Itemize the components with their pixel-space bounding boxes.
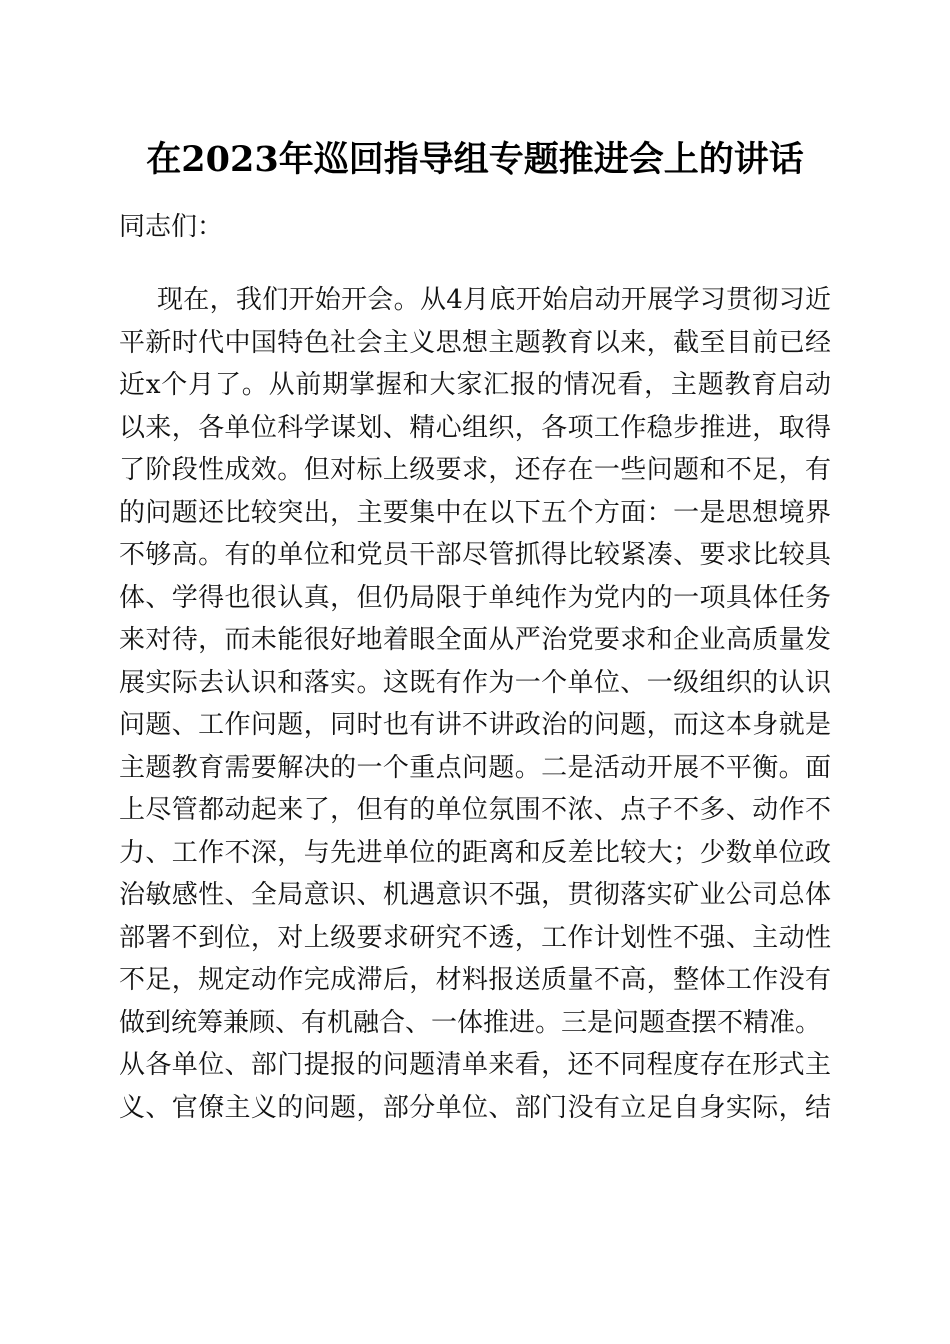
body-line: 治敏感性、全局意识、机遇意识不强，贯彻落实矿业公司总体 [119, 880, 831, 910]
body-line: 上尽管都动起来了，但有的单位氛围不浓、点子不多、动作不 [119, 795, 831, 825]
body-line: 体、学得也很认真，但仍局限于单纯作为党内的一项具体任务 [119, 582, 831, 613]
body-line: 不足，规定动作完成滞后，材料报送质量不高，整体工作没有 [119, 965, 831, 995]
body-line: 不够高。有的单位和党员干部尽管抓得比较紧凑、要求比较具 [119, 540, 831, 570]
body-line: 问题、工作问题，同时也有讲不讲政治的问题，而这本身就是 [119, 710, 831, 740]
body-paragraph [119, 279, 831, 1129]
body-line: 力、工作不深，与先进单位的距离和反差比较大；少数单位政 [119, 837, 831, 868]
body-line: 做到统筹兼顾、有机融合、一体推进。三是问题查摆不精准。 [119, 1007, 822, 1038]
document-title: 在2023年巡回指导组专题推进会上的讲话 [146, 139, 804, 180]
body-line: 以来，各单位科学谋划、精心组织，各项工作稳步推进，取得 [119, 412, 831, 443]
body-line: 的问题还比较突出，主要集中在以下五个方面：一是思想境界 [119, 497, 831, 528]
body-line: 部署不到位，对上级要求研究不透，工作计划性不强、主动性 [119, 922, 831, 953]
body-line: 从各单位、部门提报的问题清单来看，还不同程度存在形式主 [119, 1050, 831, 1080]
body-line: 义、官僚主义的问题，部分单位、部门没有立足自身实际，结 [119, 1092, 831, 1123]
body-line: 展实际去认识和落实。这既有作为一个单位、一级组织的认识 [119, 667, 831, 698]
salutation: 同志们： [119, 212, 224, 242]
body-line: 平新时代中国特色社会主义思想主题教育以来，截至目前已经 [119, 327, 831, 358]
body-line: 了阶段性成效。但对标上级要求，还存在一些问题和不足，有 [119, 455, 831, 485]
body-line: 近x个月了。从前期掌握和大家汇报的情况看，主题教育启动 [119, 370, 831, 400]
body-line: 来对待，而未能很好地着眼全面从严治党要求和企业高质量发 [119, 625, 831, 655]
body-line: 主题教育需要解决的一个重点问题。二是活动开展不平衡。面 [119, 752, 831, 783]
body-line: 现在，我们开始开会。从4月底开始启动开展学习贯彻习近 [157, 285, 831, 315]
